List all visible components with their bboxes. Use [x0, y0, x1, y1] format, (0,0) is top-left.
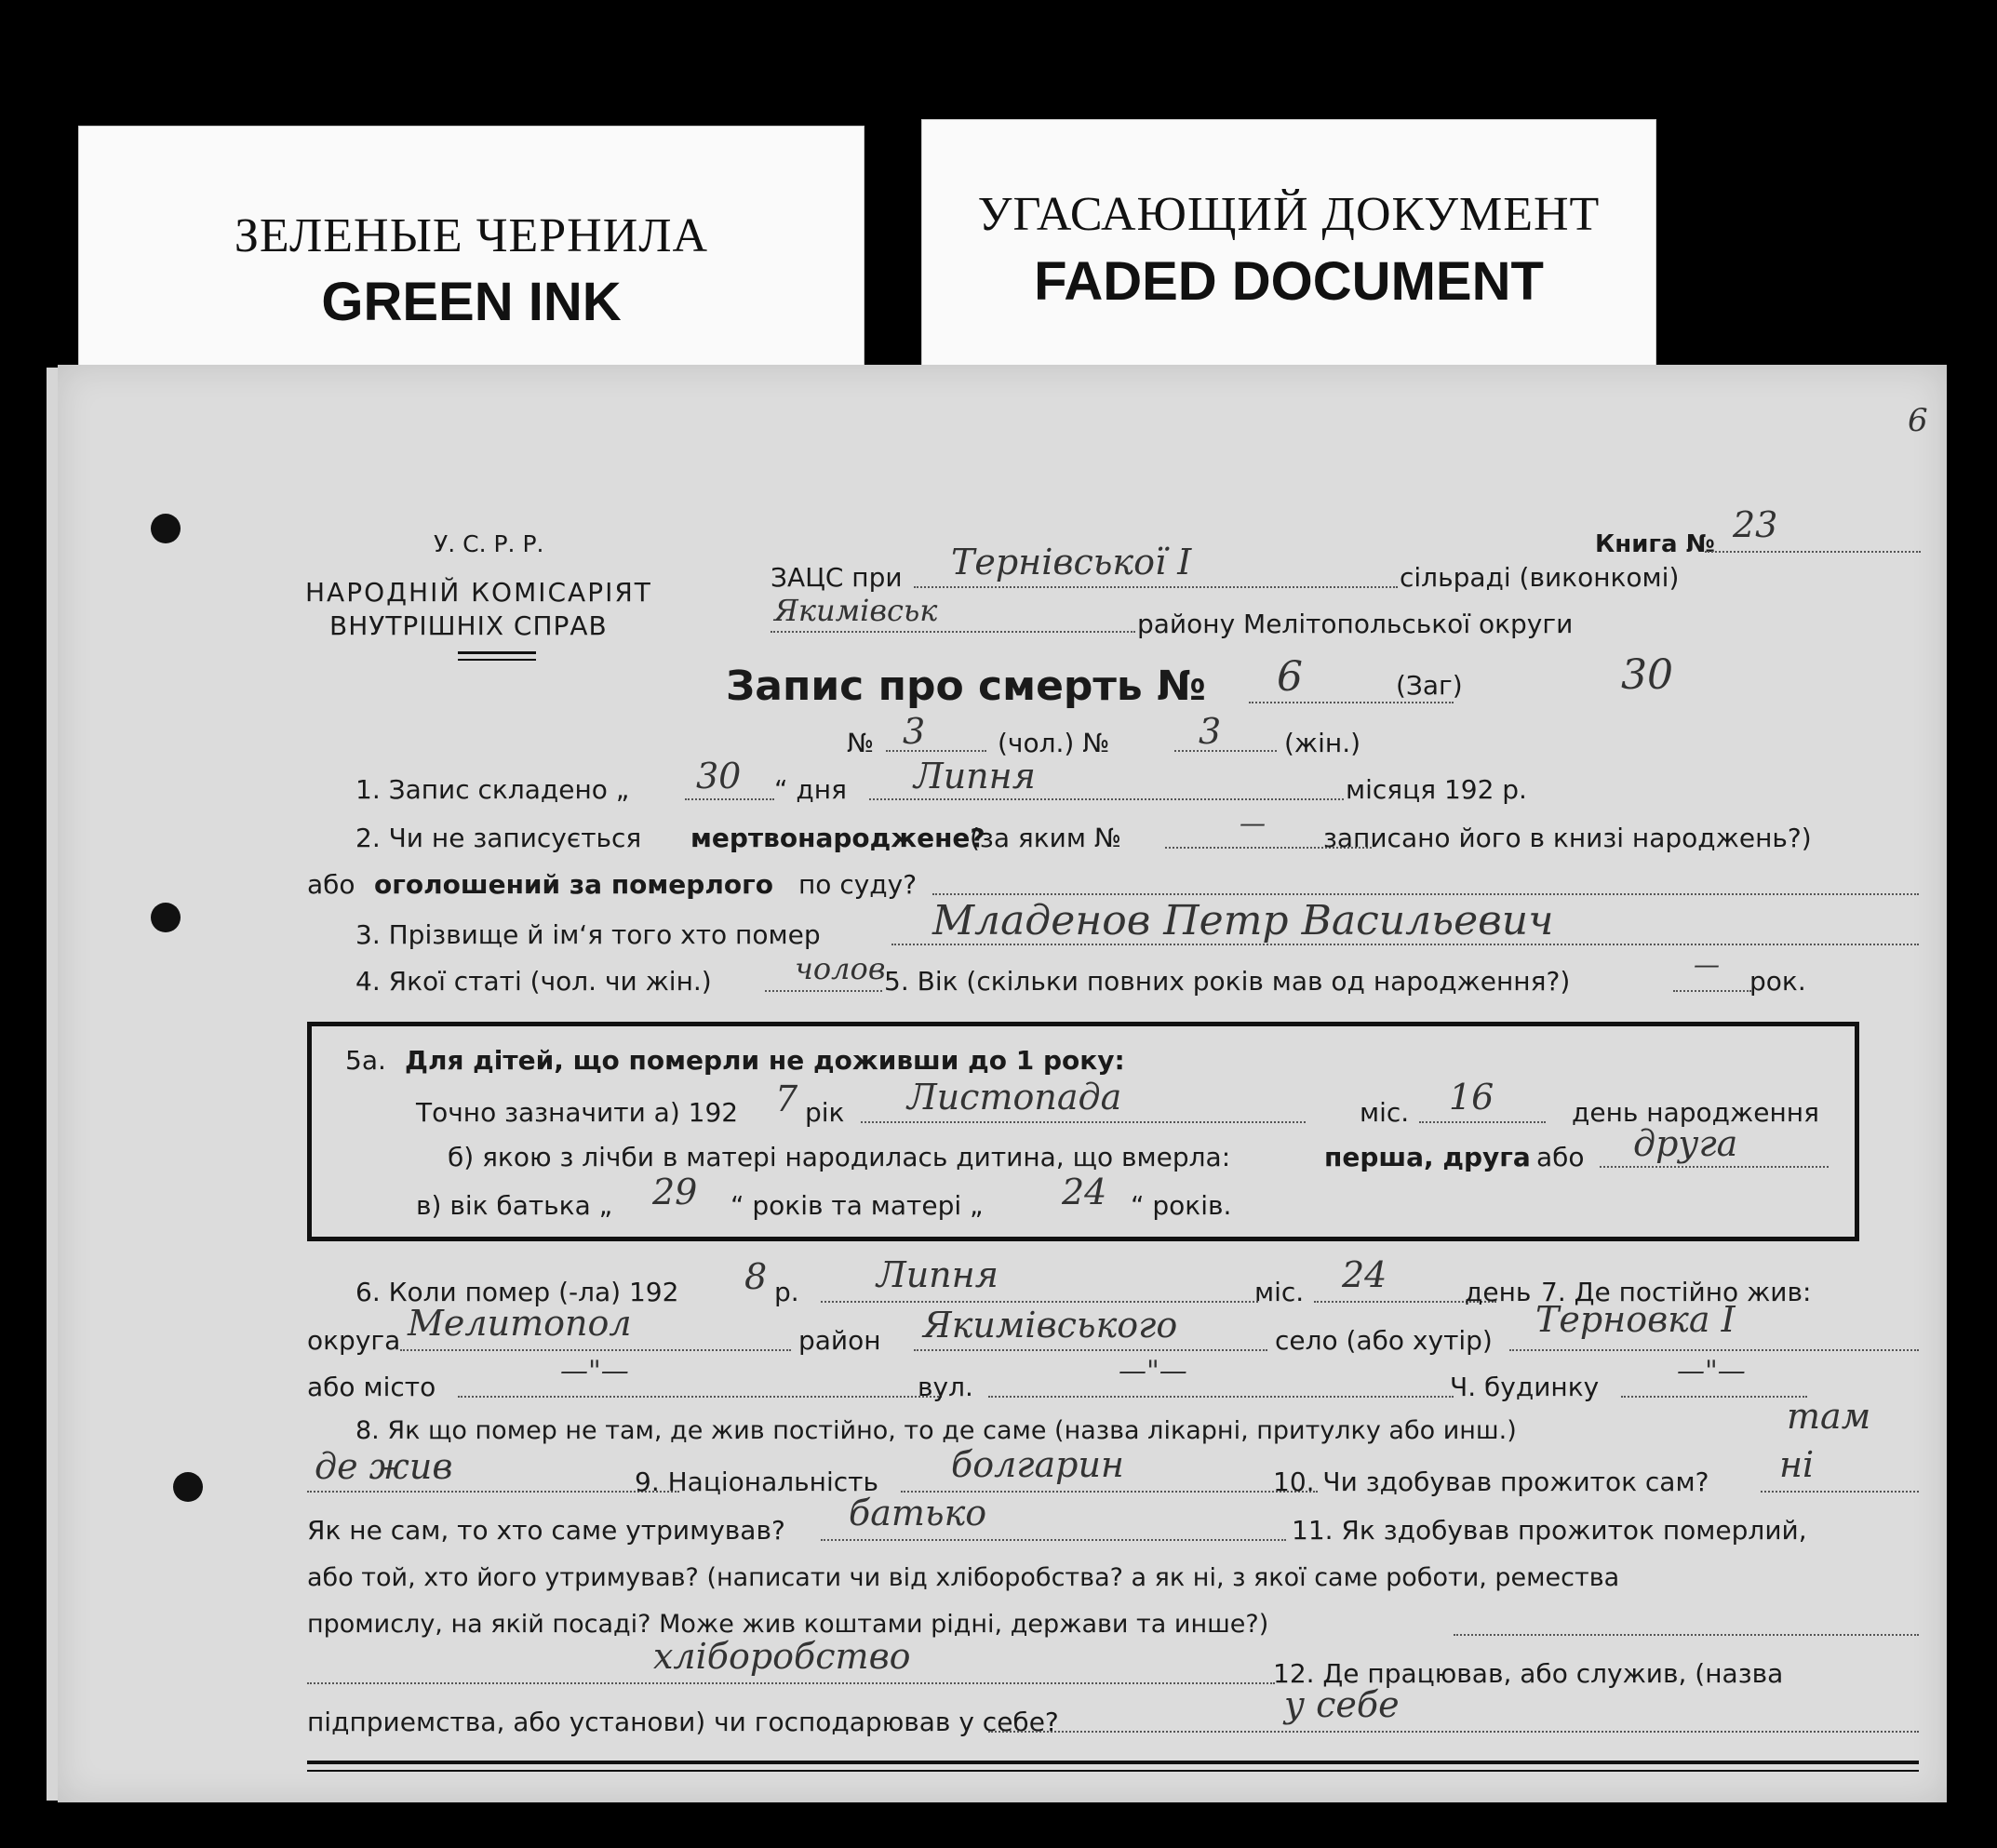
green-ink-ru: ЗЕЛЕНЫЕ ЧЕРНИЛА	[234, 209, 709, 262]
district-value: Якимівськ	[774, 593, 938, 628]
green-ink-card	[78, 126, 864, 368]
form-title: Запис про смерть №	[726, 663, 1206, 710]
vul-label: вул.	[918, 1372, 973, 1402]
field2b-label-a: або	[307, 869, 355, 900]
box5a-mis: міс.	[1360, 1097, 1410, 1128]
vul-value: —"—	[1119, 1355, 1187, 1387]
age-value: —	[1694, 949, 1720, 980]
field6-den: день	[1465, 1277, 1532, 1307]
box5a-v-label: в) вік батька „	[416, 1190, 613, 1221]
zag-label: (Заг)	[1396, 670, 1463, 701]
box5a-b-abo: або	[1536, 1142, 1585, 1172]
field11-line	[1454, 1634, 1919, 1636]
field11-line3: промислу, на якій посаді? Може жив коштами рідні, держави та инше?)	[307, 1610, 1269, 1639]
death-month: Липня	[877, 1254, 998, 1295]
birth-order: друга	[1633, 1123, 1738, 1164]
box5a-a-label: Точно зазначити а) 192	[416, 1097, 739, 1128]
field2-label-c: (за яким №	[970, 823, 1121, 853]
field12-line2: підприемства, або установи) чи господарював у себе?	[307, 1707, 1059, 1737]
field12-line	[988, 1731, 1919, 1733]
field1-day: 30	[696, 756, 742, 797]
box5a-v-end: “ років.	[1131, 1190, 1232, 1221]
bottom-rule	[307, 1761, 1919, 1764]
occupation-value: хліборобство	[653, 1636, 911, 1677]
box5a-v-mid: “ років та матері „	[730, 1190, 984, 1221]
workplace-value: у себе	[1284, 1684, 1400, 1725]
male-count: 3	[903, 711, 926, 752]
field10-value: ні	[1779, 1444, 1815, 1485]
rayon-line	[914, 1349, 1267, 1351]
occupation-line	[307, 1682, 1275, 1684]
birth-day: 16	[1449, 1077, 1494, 1118]
death-day: 24	[1342, 1254, 1387, 1295]
lower-form	[58, 365, 1947, 1802]
field8-value-b: де жив	[315, 1446, 453, 1487]
field10-line	[1761, 1491, 1919, 1493]
selo-value: Терновка I	[1535, 1299, 1736, 1340]
district-suffix: району Мелітопольської округи	[1137, 609, 1574, 639]
faded-document-en: FADED DOCUMENT	[1034, 251, 1544, 312]
book-value: 23	[1733, 504, 1778, 545]
field4-label: 4. Якої статі (чол. чи жін.)	[355, 966, 712, 997]
sex-value: чолов	[795, 951, 886, 986]
box5a-a-end: день народження	[1572, 1097, 1819, 1128]
field5-label: 5. Вік (скільки повних років мав од народження?)	[884, 966, 1571, 997]
deceased-name: Младенов Петр Васильевич	[932, 897, 1554, 944]
box5a-b-options: перша, друга	[1324, 1142, 1531, 1172]
box5a-title: Для дітей, що померли не доживши до 1 року:	[405, 1045, 1125, 1076]
faded-document-ru: УГАСАЮЩИЙ ДОКУМЕНТ	[977, 188, 1601, 241]
commissariat-line2: ВНУТРІШНІХ СПРАВ	[329, 610, 608, 641]
field2-value: —	[1240, 808, 1266, 838]
box5a-b-label: б) якою з лічби в матері народилась дитина, що вмерла:	[448, 1142, 1231, 1172]
death-year-digit: 8	[744, 1256, 768, 1297]
zag-value: 30	[1621, 651, 1673, 699]
field1-label: 1. Запис складено „	[355, 774, 630, 805]
misto-line	[458, 1396, 942, 1398]
record-number: 6	[1277, 653, 1303, 701]
field1-end: місяця 192 р.	[1346, 774, 1527, 805]
field11-line2: або той, хто його утримував? (написати чи від хліборобства? а як ні, з якої саме роботи, ремества	[307, 1563, 1620, 1592]
commissariat-line1: НАРОДНІЙ КОМІСАРІЯТ	[305, 577, 652, 608]
faded-document-card	[921, 119, 1656, 372]
keeper-value: батько	[849, 1493, 987, 1533]
book-label: Книга №	[1595, 530, 1715, 558]
rayon-label: район	[798, 1325, 881, 1356]
mother-age: 24	[1062, 1172, 1107, 1212]
selo-line	[1509, 1349, 1919, 1351]
birth-year-digit: 7	[775, 1078, 798, 1119]
field9-label: 9. Національність	[635, 1466, 878, 1497]
no-label: №	[847, 728, 875, 758]
republic-label: У. С. Р. Р.	[434, 530, 544, 557]
page-number: 6	[1908, 402, 1928, 439]
male-label: (чол.) №	[998, 728, 1110, 758]
field12-label: 12. Де працював, або служив, (назва	[1273, 1658, 1784, 1689]
field11-label: 11. Як здобував прожиток померлий,	[1292, 1515, 1807, 1546]
rayon-value: Якимівського	[923, 1305, 1178, 1346]
field6-mis: міс.	[1254, 1277, 1305, 1307]
keeper-label: Як не сам, то хто саме утримував?	[307, 1515, 785, 1546]
field10-label: 10. Чи здобував прожиток сам?	[1273, 1466, 1709, 1497]
selo-label: село (або хутір)	[1275, 1325, 1493, 1356]
box5a-number: 5а.	[345, 1045, 386, 1076]
field6-label: 6. Коли помер (-ла) 192	[355, 1277, 679, 1307]
field2-label-a: 2. Чи не записується	[355, 823, 642, 853]
female-count: 3	[1199, 711, 1222, 752]
bottom-rule	[307, 1770, 1919, 1772]
misto-label: або місто	[307, 1372, 436, 1402]
field8-label: 8. Як що помер не там, де жив постійно, то де саме (назва лікарні, притулку або инш.)	[355, 1416, 1517, 1445]
budynok-line	[1621, 1396, 1807, 1398]
field3-label: 3. Прізвище й ім‘я того хто помер	[355, 919, 821, 950]
nationality-value: болгарин	[951, 1444, 1124, 1485]
box5a-rik: рік	[805, 1097, 845, 1128]
field2b-label-b: оголошений за померлого	[374, 869, 773, 900]
zags-prefix: ЗАЦС при	[771, 562, 903, 593]
keeper-line	[821, 1539, 1286, 1541]
field6-r: р.	[774, 1277, 799, 1307]
field7-label: 7. Де постійно жив:	[1541, 1277, 1812, 1307]
okruga-value: Мелитопол	[408, 1303, 632, 1344]
budynok-label: Ч. будинку	[1450, 1372, 1600, 1402]
female-label: (жін.)	[1284, 728, 1361, 758]
field5-end: рок.	[1749, 966, 1806, 997]
okruga-line	[400, 1349, 791, 1351]
zags-value: Тернівської I	[951, 542, 1192, 583]
budynok-value: —"—	[1677, 1355, 1746, 1387]
birth-month: Листопада	[907, 1077, 1122, 1118]
field1-mid: “ дня	[774, 774, 847, 805]
zags-suffix: сільраді (виконкомі)	[1400, 562, 1680, 593]
death-month-line	[821, 1301, 1258, 1303]
misto-value: —"—	[560, 1355, 629, 1387]
field2-label-d: записано його в книзі народжень?)	[1323, 823, 1812, 853]
field2b-label-c: по суду?	[798, 869, 918, 900]
field8-line	[307, 1491, 679, 1493]
field1-month: Липня	[914, 756, 1036, 797]
okruga-label: округа	[307, 1325, 401, 1356]
green-ink-en: GREEN INK	[321, 272, 622, 332]
field2-label-b: мертвонароджене?	[690, 823, 985, 853]
vul-line	[988, 1396, 1454, 1398]
field8-value-a: там	[1787, 1396, 1871, 1437]
father-age: 29	[652, 1172, 698, 1212]
